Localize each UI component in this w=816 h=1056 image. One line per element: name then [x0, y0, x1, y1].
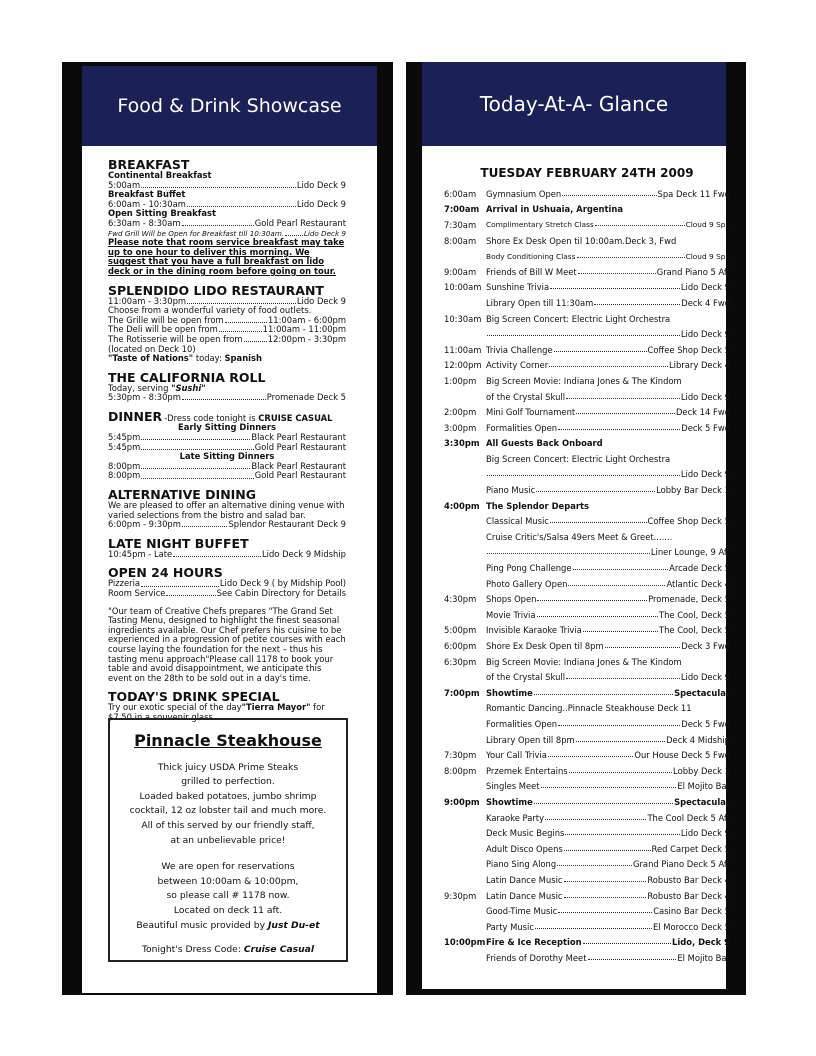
fwd-grill-row: Fwd Grill Will be Open for Breakfast till 10:30am. Lido Deck 9	[108, 228, 346, 238]
steakhouse-description	[110, 761, 346, 849]
schedule-time: 11:00am	[444, 344, 482, 355]
schedule-row	[444, 186, 730, 202]
steakhouse-title: Pinnacle Steakhouse	[134, 731, 322, 750]
schedule-row	[444, 716, 730, 732]
schedule-row	[444, 872, 730, 888]
schedule-event: Classical Music Coffee Shop Deck 5	[486, 516, 730, 527]
buffet-row: 6:00am - 10:30am Lido Deck 9	[108, 199, 346, 209]
schedule-event: Fire & Ice Reception Lido, Deck 9	[486, 937, 730, 948]
today-content	[444, 166, 730, 966]
alternative-dining-desc: We are pleased to offer an alternative dining venue with varied selections from the bistro and salad bar.	[108, 500, 345, 520]
schedule-time: 7:00pm	[444, 687, 480, 698]
schedule-row	[444, 638, 730, 654]
schedule-row	[444, 280, 730, 296]
schedule-event: Deck Music Begins Lido Deck 9	[486, 828, 730, 839]
late-sitting-list	[108, 462, 346, 481]
early-sitting-row: 5:45pm Gold Pearl Restaurant	[108, 442, 346, 452]
schedule-time: 1:00pm	[444, 375, 477, 386]
pinnacle-steakhouse-box	[108, 718, 348, 962]
schedule-row	[444, 202, 730, 218]
schedule-row	[444, 903, 730, 919]
lido-title: SPLENDIDO LIDO RESTAURANT	[108, 282, 324, 298]
breakfast-note: Please note that room service breakfast may take up to one hour to deliver this morning. We suggest that you have a full breakfast on lido deck or in the dining room before going on tour.	[108, 237, 345, 276]
schedule-time: 7:30pm	[444, 750, 477, 761]
pizzeria-row: Pizzeria Lido Deck 9 ( by Midship Pool)	[108, 579, 346, 589]
lido-row: 11:00am - 3:30pm Lido Deck 9	[108, 296, 346, 306]
schedule-event: Body Conditioning Class Cloud 9 Spa	[486, 251, 730, 261]
schedule-event: Formalities Open Deck 5 Fwd	[486, 422, 730, 433]
schedule-event: Arrival in Ushuaia, Argentina	[486, 204, 623, 215]
today-title: Today-At-A- Glance	[479, 92, 669, 116]
schedule-event: All Guests Back Onboard	[486, 438, 603, 449]
deli-row: The Deli will be open from 11:00am - 11:00pm	[108, 325, 346, 335]
schedule-event: Singles Meet El Mojito Bar	[486, 781, 730, 792]
food-drink-title: Food & Drink Showcase	[117, 95, 342, 117]
schedule-row	[444, 825, 730, 841]
rotisserie-row: The Rotisserie will be open from 12:00pm - 3:30pm	[108, 334, 346, 344]
schedule-event: Cruise Critic's/Salsa 49ers Meet & Greet.......	[486, 531, 673, 542]
schedule-time: 10:30am	[444, 313, 482, 324]
schedule-row	[444, 420, 730, 436]
alternative-dining-title: ALTERNATIVE DINING	[108, 487, 257, 503]
schedule-row	[444, 841, 730, 857]
schedule-event: Big Screen Movie: Indiana Jones & The Kindom	[486, 375, 682, 386]
buffet-title: Breakfast Buffet	[108, 189, 186, 200]
steakhouse-line: grilled to perfection.	[181, 776, 275, 788]
schedule-row	[444, 607, 730, 623]
schedule-row	[444, 747, 730, 763]
lido-choose: Choose from a wonderful variety of food outlets.	[108, 305, 312, 316]
schedule-event: Sunshine Trivia Lido Deck 9	[486, 282, 730, 293]
schedule-event: Piano Music Lobby Bar Deck 3	[486, 485, 730, 496]
schedule-row	[444, 654, 730, 670]
schedule-event: Big Screen Movie: Indiana Jones & The Kindom	[486, 656, 682, 667]
schedule-row	[444, 779, 730, 795]
schedule-list	[444, 186, 730, 966]
schedule-event: Mini Golf Tournament Deck 14 Fwd	[486, 407, 730, 418]
schedule-row	[444, 295, 730, 311]
steakhouse-dress-code: Tonight's Dress Code: Cruise Casual	[141, 944, 315, 956]
schedule-row	[444, 794, 730, 810]
schedule-row	[444, 576, 730, 592]
grille-row: The Grille will be open from 11:00am - 6:00pm	[108, 315, 346, 325]
schedule-event: of the Crystal Skull Lido Deck 9	[486, 672, 730, 683]
breakfast-title: BREAKFAST	[108, 157, 190, 172]
schedule-event: Showtime Spectacular	[486, 796, 730, 807]
today-header	[422, 62, 726, 146]
schedule-row	[444, 233, 730, 249]
schedule-event: Latin Dance Music Robusto Bar Deck 4	[486, 874, 730, 885]
late-sitting-row: 8:00pm Gold Pearl Restaurant	[108, 471, 346, 481]
schedule-row	[444, 935, 730, 951]
schedule-time: 8:00pm	[444, 765, 477, 776]
schedule-time: 6:00pm	[444, 641, 477, 652]
schedule-time: 8:00am	[444, 235, 477, 246]
drink-special-text: Try our exotic special of the day"Tierra Mayor" for $7.50 in a souvenir glass.	[108, 702, 325, 722]
steakhouse-line: cocktail, 12 oz lobster tail and much more.	[129, 805, 327, 817]
schedule-row	[444, 436, 730, 452]
schedule-time: 4:30pm	[444, 594, 477, 605]
schedule-event: Invisible Karaoke Trivia The Cool, Deck 5	[486, 625, 730, 636]
dinner-heading	[108, 410, 346, 424]
schedule-row	[444, 311, 730, 327]
schedule-row	[444, 217, 730, 233]
schedule-event: Showtime Spectacular	[486, 687, 730, 698]
schedule-row	[444, 732, 730, 748]
schedule-time: 3:30pm	[444, 438, 480, 449]
schedule-date: TUESDAY FEBRUARY 24TH 2009	[480, 166, 694, 180]
dress-code-note: -Dress code tonight is CRUISE CASUAL	[164, 412, 333, 423]
schedule-row	[444, 513, 730, 529]
schedule-row	[444, 451, 730, 467]
schedule-row	[444, 482, 730, 498]
roll-row: 5:30pm - 8:30pm Promenade Deck 5	[108, 393, 346, 403]
schedule-row	[444, 373, 730, 389]
schedule-row	[444, 498, 730, 514]
schedule-time: 6:30pm	[444, 656, 477, 667]
california-roll-title: THE CALIFORNIA ROLL	[108, 369, 266, 385]
sushi-line: Today, serving "Sushi"	[108, 382, 206, 393]
schedule-time: 2:00pm	[444, 407, 477, 418]
steakhouse-line: between 10:00am & 10:00pm,	[157, 875, 299, 887]
taste-of-nations: "Taste of Nations" today: Spanish	[108, 353, 262, 364]
schedule-row	[444, 404, 730, 420]
schedule-event: Library Open till 11:30am Deck 4 Fwd	[486, 297, 730, 308]
room-service-row: Room Service See Cabin Directory for Details	[108, 589, 346, 598]
schedule-row	[444, 389, 730, 405]
continental-row: 5:00am Lido Deck 9	[108, 180, 346, 190]
schedule-event: Latin Dance Music Robusto Bar Deck 4	[486, 890, 730, 901]
schedule-row	[444, 919, 730, 935]
late-sitting-row: 8:00pm Black Pearl Restaurant	[108, 461, 346, 471]
schedule-row	[444, 326, 730, 342]
schedule-event: Photo Gallery Open Atlantic Deck 4	[486, 578, 730, 589]
schedule-event: Shore Ex Desk Open til 8pm Deck 3 Fwd	[486, 641, 730, 652]
alternative-dining-row: 6:00pm - 9:30pm Splendor Restaurant Deck 9	[108, 520, 346, 530]
schedule-row	[444, 950, 730, 966]
schedule-time: 3:00pm	[444, 422, 477, 433]
schedule-event: Good-Time Music Casino Bar Deck 5	[486, 906, 730, 917]
schedule-event: Romantic Dancing..Pinnacle Steakhouse Deck 11	[486, 703, 692, 714]
schedule-time: 10:00pm	[444, 937, 486, 948]
schedule-event: Ping Pong Challenge Arcade Deck 5	[486, 563, 730, 574]
schedule-event: Movie Trivia The Cool, Deck 5	[486, 609, 730, 620]
drink-special-title: TODAY'S DRINK SPECIAL	[108, 689, 280, 705]
steakhouse-line: Located on deck 11 aft.	[173, 904, 283, 916]
schedule-time: 9:00am	[444, 266, 477, 277]
early-sitting-title: Early Sitting Dinners	[178, 422, 276, 433]
schedule-event: Library Open till 8pm Deck 4 Midship	[486, 734, 730, 745]
schedule-event: The Splendor Departs	[486, 500, 590, 511]
schedule-event: Trivia Challenge Coffee Shop Deck 5	[486, 344, 730, 355]
steakhouse-reservations	[110, 860, 346, 918]
schedule-event: Shops Open Promenade, Deck 5	[486, 594, 730, 605]
open-sitting-title: Open Sitting Breakfast	[108, 208, 217, 219]
schedule-row	[444, 810, 730, 826]
steakhouse-line: so please call # 1178 now.	[166, 890, 290, 902]
schedule-row	[444, 857, 730, 873]
schedule-row	[444, 560, 730, 576]
schedule-row	[444, 701, 730, 717]
schedule-event: Complimentary Stretch Class Cloud 9 Spa	[486, 220, 730, 230]
early-sitting-list	[108, 433, 346, 452]
schedule-row	[444, 669, 730, 685]
schedule-event: Big Screen Concert: Electric Light Orchestra	[486, 313, 671, 324]
schedule-time: 4:00pm	[444, 500, 480, 511]
schedule-row	[444, 358, 730, 374]
schedule-time: 7:30am	[444, 219, 477, 230]
schedule-time: 7:00am	[444, 204, 480, 215]
rotisserie-location: (located on Deck 10)	[108, 343, 196, 354]
schedule-event: Activity Corner Library Deck 4	[486, 360, 730, 371]
schedule-event: Karaoke Party The Cool Deck 5 Aft	[486, 812, 730, 823]
schedule-row	[444, 342, 730, 358]
schedule-event: Gymnasium Open Spa Deck 11 Fwd	[486, 188, 730, 199]
steakhouse-line: All of this served by our friendly staff,	[141, 819, 315, 831]
schedule-row	[444, 529, 730, 545]
schedule-event: Friends of Dorothy Meet El Mojito Bar	[486, 952, 730, 963]
schedule-event: Shore Ex Desk Open til 10:00am. Deck 3, Fwd	[486, 235, 677, 246]
continental-title: Continental Breakfast	[108, 170, 212, 180]
late-buffet-row: 10:45pm - Late Lido Deck 9 Midship	[108, 549, 346, 559]
schedule-event: Lido Deck 9	[486, 469, 730, 479]
food-drink-header	[82, 66, 377, 146]
schedule-time: 10:00am	[444, 282, 482, 293]
schedule-row	[444, 685, 730, 701]
open-sitting-row: 6:30am - 8:30am Gold Pearl Restaurant	[108, 218, 346, 228]
steakhouse-line: at an unbelievable price!	[170, 834, 286, 846]
steakhouse-line: Loaded baked potatoes, jumbo shrimp	[139, 790, 317, 802]
schedule-row	[444, 545, 730, 561]
schedule-event: of the Crystal Skull Lido Deck 9	[486, 391, 730, 402]
schedule-row	[444, 888, 730, 904]
schedule-row	[444, 623, 730, 639]
schedule-event: Party Music El Morocco Deck 5	[486, 921, 730, 932]
schedule-event: Your Call Trivia Our House Deck 5 Fwd	[486, 750, 730, 761]
schedule-event: Big Screen Concert: Electric Light Orchestra	[486, 453, 671, 464]
late-buffet-title: LATE NIGHT BUFFET	[108, 535, 249, 551]
schedule-event: Lido Deck 9	[486, 329, 730, 339]
food-drink-content	[108, 158, 346, 723]
schedule-time: 9:30pm	[444, 890, 477, 901]
schedule-event: Piano Sing Along Grand Piano Deck 5 Aft	[486, 859, 730, 870]
schedule-row	[444, 591, 730, 607]
open24-title: OPEN 24 HOURS	[108, 565, 223, 581]
schedule-row	[444, 248, 730, 264]
schedule-event: Adult Disco Opens Red Carpet Deck 5	[486, 843, 730, 854]
schedule-event: Przemek Entertains Lobby Deck 3	[486, 765, 730, 776]
dinner-title: DINNER	[108, 408, 163, 424]
schedule-event: Formalities Open Deck 5 Fwd	[486, 718, 730, 729]
schedule-time: 9:00pm	[444, 796, 480, 807]
schedule-row	[444, 264, 730, 280]
schedule-row	[444, 467, 730, 483]
schedule-row	[444, 763, 730, 779]
steakhouse-line: We are open for reservations	[161, 861, 295, 873]
chefs-paragraph: "Our team of Creative Chefs prepares "The Grand Set Tasting Menu, designed to highlight the finest seasonal ingredients available. Our Chef prefers his cuisine to be experienced in a progression of petite courses with each course laying the foundation for the next – thus his tasting menu approach"Please call 1178 to book your table and avoid disappointment, we anticipate this event on the 28th to be sold out in a day's time.	[108, 605, 346, 683]
schedule-event: Liner Lounge, 9 Aft	[486, 547, 730, 557]
early-sitting-row: 5:45pm Black Pearl Restaurant	[108, 433, 346, 443]
schedule-event: Friends of Bill W Meet Grand Piano 5 Aft	[486, 266, 730, 277]
schedule-time: 5:00pm	[444, 625, 477, 636]
schedule-time: 6:00am	[444, 188, 477, 199]
late-sitting-title: Late Sitting Dinners	[179, 451, 275, 462]
steakhouse-line: Thick juicy USDA Prime Steaks	[157, 761, 299, 773]
steakhouse-music: Beautiful music provided by Just Du-et	[136, 919, 320, 931]
schedule-time: 12:00pm	[444, 360, 482, 371]
